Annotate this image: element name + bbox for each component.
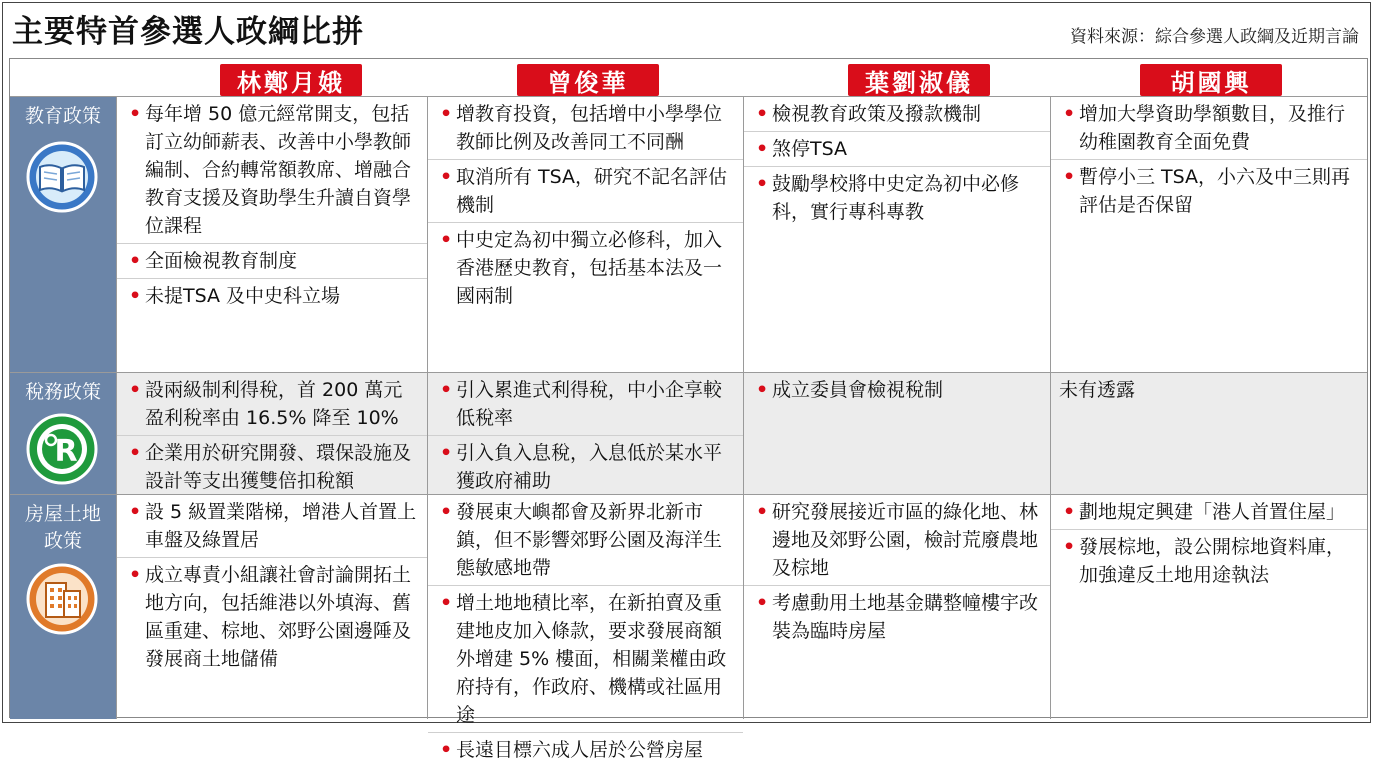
policy-item: • 發展棕地，設公開棕地資料庫，加強違反土地用途執法 — [1051, 530, 1367, 592]
cell-education-1 — [116, 97, 427, 373]
row-label: 政策 — [43, 530, 82, 552]
cell-housing-4 — [1050, 495, 1367, 719]
policy-item: • 成立委員會檢視稅制 — [744, 373, 1050, 407]
policy-item: • 成立專責小組讓社會討論開拓土地方向，包括維港以外填海、舊區重建、棕地、郊野公園邊陲及發展商土地儲備 — [117, 558, 427, 676]
row-education — [10, 96, 1367, 373]
candidate-header-2: 曾俊華 — [517, 64, 659, 96]
row-housing — [10, 494, 1367, 761]
cell-tax-1 — [116, 373, 427, 495]
row-tax — [10, 372, 1367, 495]
comparison-table — [9, 58, 1368, 761]
row-label: 稅務政策 — [24, 381, 101, 403]
cell-tax-4 — [1050, 373, 1367, 495]
cell-education-2 — [427, 97, 743, 373]
policy-item: • 企業用於研究開發、環保設施及設計等支出獲雙倍扣稅額 — [117, 436, 427, 498]
cell-housing-1 — [116, 495, 427, 719]
policy-item: • 發展東大嶼都會及新界北新市鎮，但不影響郊野公園及海洋生態敏感地帶 — [428, 495, 743, 586]
policy-item: • 增土地地積比率，在新拍賣及重建地皮加入條款，要求發展商額外增建 5% 樓面，相關業權由政府持有，作政府、機構或社區用途 — [428, 586, 743, 733]
source-note: 資料來源：綜合參選人政綱及近期言論 — [1070, 27, 1359, 47]
policy-item: • 設兩級制利得稅，首 200 萬元盈利稅率由 16.5% 降至 10% — [117, 373, 427, 436]
policy-item: • 考慮動用土地基金購整幢樓宇改裝為臨時房屋 — [744, 586, 1050, 648]
policy-item: • 鼓勵學校將中史定為初中必修科，實行專科專教 — [744, 167, 1050, 229]
cell-housing-2 — [427, 495, 743, 761]
row-label: 房屋土地 — [24, 503, 101, 525]
policy-item: • 引入負入息稅，入息低於某水平獲政府補助 — [428, 436, 743, 498]
candidate-header-3: 葉劉淑儀 — [848, 64, 990, 96]
cell-housing-3 — [743, 495, 1050, 719]
policy-item: • 中史定為初中獨立必修科，加入香港歷史教育，包括基本法及一國兩制 — [428, 223, 743, 313]
policy-item: • 未提TSA 及中史科立場 — [117, 279, 427, 313]
policy-item: • 取消所有 TSA，研究不記名評估機制 — [428, 160, 743, 223]
candidate-header-1: 林鄭月娥 — [220, 64, 362, 96]
row-label: 教育政策 — [24, 105, 101, 127]
cell-tax-3 — [743, 373, 1050, 495]
row-header-housing — [10, 495, 116, 719]
building-icon — [26, 563, 98, 635]
page-title: 主要特首參選人政綱比拼 — [12, 14, 364, 50]
policy-item: • 增教育投資，包括增中小學學位教師比例及改善同工不同酬 — [428, 97, 743, 160]
row-header-tax — [10, 373, 116, 495]
policy-item: • 煞停TSA — [744, 132, 1050, 167]
svg-text:R: R — [54, 434, 78, 469]
policy-item: • 每年增 50 億元經常開支，包括訂立幼師薪表、改善中小學教師編制、合約轉常額教席、增融合教育支援及資助學生升讀自資學位課程 — [117, 97, 427, 244]
row-header-education — [10, 97, 116, 373]
policy-note: 未有透露 — [1059, 379, 1136, 401]
policy-item: • 長遠目標六成人居於公營房屋 — [428, 733, 743, 767]
candidate-header-4: 胡國興 — [1140, 64, 1282, 96]
policy-item: • 設 5 級置業階梯，增港人首置上車盤及綠置居 — [117, 495, 427, 558]
policy-item: • 增加大學資助學額數目，及推行幼稚園教育全面免費 — [1051, 97, 1367, 160]
book-icon — [26, 141, 98, 213]
policy-item: • 暫停小三 TSA，小六及中三則再評估是否保留 — [1051, 160, 1367, 222]
cell-education-4 — [1050, 97, 1367, 373]
cell-tax-2 — [427, 373, 743, 495]
policy-item: • 劃地規定興建「港人首置住屋」 — [1051, 495, 1367, 530]
cell-education-3 — [743, 97, 1050, 373]
policy-item: • 引入累進式利得稅，中小企享較低稅率 — [428, 373, 743, 436]
tax-icon — [26, 413, 98, 485]
policy-item: • 全面檢視教育制度 — [117, 244, 427, 279]
policy-item: • 檢視教育政策及撥款機制 — [744, 97, 1050, 132]
policy-item: • 研究發展接近市區的綠化地、林邊地及郊野公園，檢討荒廢農地及棕地 — [744, 495, 1050, 586]
